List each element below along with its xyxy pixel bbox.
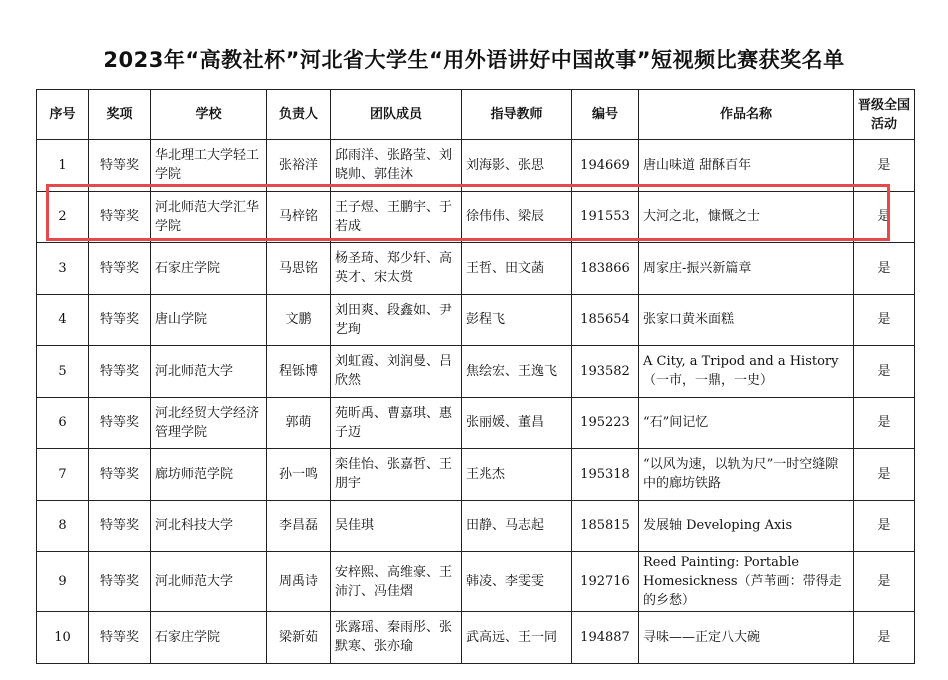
cell-leader: 周禹诗	[267, 552, 331, 612]
page-title: 2023年“高教社杯”河北省大学生“用外语讲好中国故事”短视频比赛获奖名单	[103, 48, 845, 72]
cell-school: 华北理工大学轻工学院	[151, 140, 267, 192]
cell-id: 192716	[572, 552, 639, 612]
cell-award: 特等奖	[89, 612, 151, 664]
cell-advisor: 武高远、王一同	[462, 612, 572, 664]
table-row	[37, 346, 915, 398]
cell-work: “以风为速，以轨为尺”一时空缝隙中的廊坊铁路	[639, 449, 854, 501]
cell-id: 183866	[572, 243, 639, 295]
cell-school: 廊坊师范学院	[151, 449, 267, 501]
cell-members: 栾佳怡、张嘉哲、王朋宇	[331, 449, 462, 501]
cell-leader: 程铄博	[267, 346, 331, 398]
cell-leader: 郭萌	[267, 397, 331, 449]
header-id: 编号	[572, 90, 639, 140]
header-advisor: 指导教师	[462, 90, 572, 140]
cell-no: 3	[37, 243, 89, 295]
cell-award: 特等奖	[89, 346, 151, 398]
cell-school: 河北师范大学	[151, 346, 267, 398]
cell-advance: 是	[854, 243, 915, 295]
cell-id: 195223	[572, 397, 639, 449]
cell-school: 河北经贸大学经济管理学院	[151, 397, 267, 449]
cell-leader: 李昌磊	[267, 500, 331, 552]
header-work: 作品名称	[639, 90, 854, 140]
cell-advisor: 田静、马志起	[462, 500, 572, 552]
cell-members: 安梓熙、高维豪、王沛汀、冯佳熠	[331, 552, 462, 612]
cell-advance: 是	[854, 500, 915, 552]
cell-id: 191553	[572, 191, 639, 243]
cell-members: 刘田爽、段鑫如、尹艺珣	[331, 294, 462, 346]
cell-advisor: 王哲、田文菡	[462, 243, 572, 295]
cell-id: 193582	[572, 346, 639, 398]
cell-no: 6	[37, 397, 89, 449]
cell-work: 周家庄-振兴新篇章	[639, 243, 854, 295]
header-row	[37, 90, 915, 140]
cell-advance: 是	[854, 346, 915, 398]
cell-advance: 是	[854, 449, 915, 501]
cell-leader: 马梓铭	[267, 191, 331, 243]
cell-id: 195318	[572, 449, 639, 501]
header-award: 奖项	[89, 90, 151, 140]
header-school: 学校	[151, 90, 267, 140]
table-row	[37, 294, 915, 346]
header-leader: 负责人	[267, 90, 331, 140]
cell-school: 河北师范大学汇华学院	[151, 191, 267, 243]
cell-advance: 是	[854, 140, 915, 192]
cell-advisor: 徐伟伟、梁辰	[462, 191, 572, 243]
cell-school: 河北师范大学	[151, 552, 267, 612]
cell-no: 1	[37, 140, 89, 192]
cell-id: 185654	[572, 294, 639, 346]
cell-advance: 是	[854, 552, 915, 612]
cell-advance: 是	[854, 294, 915, 346]
cell-advisor: 焦绘宏、王逸飞	[462, 346, 572, 398]
cell-leader: 梁新茹	[267, 612, 331, 664]
cell-members: 王子煜、王鹏宇、于若成	[331, 191, 462, 243]
cell-advisor: 刘海影、张思	[462, 140, 572, 192]
cell-advance: 是	[854, 397, 915, 449]
table-row	[37, 449, 915, 501]
cell-advisor: 张丽媛、董昌	[462, 397, 572, 449]
cell-id: 194669	[572, 140, 639, 192]
cell-school: 石家庄学院	[151, 243, 267, 295]
cell-leader: 文鹏	[267, 294, 331, 346]
header-no: 序号	[37, 90, 89, 140]
table-row	[37, 191, 915, 243]
cell-no: 5	[37, 346, 89, 398]
cell-advisor: 王兆杰	[462, 449, 572, 501]
cell-award: 特等奖	[89, 191, 151, 243]
awards-table	[36, 89, 915, 664]
cell-id: 194887	[572, 612, 639, 664]
cell-award: 特等奖	[89, 397, 151, 449]
cell-award: 特等奖	[89, 140, 151, 192]
cell-work: 寻味——正定八大碗	[639, 612, 854, 664]
cell-no: 4	[37, 294, 89, 346]
cell-school: 唐山学院	[151, 294, 267, 346]
cell-award: 特等奖	[89, 500, 151, 552]
cell-leader: 马思铭	[267, 243, 331, 295]
cell-members: 杨圣琦、郑少轩、高英才、宋太赏	[331, 243, 462, 295]
table-row	[37, 500, 915, 552]
cell-leader: 孙一鸣	[267, 449, 331, 501]
cell-school: 河北科技大学	[151, 500, 267, 552]
cell-award: 特等奖	[89, 552, 151, 612]
cell-members: 刘虹霞、刘润曼、吕欣然	[331, 346, 462, 398]
cell-work: 大河之北，慷慨之士	[639, 191, 854, 243]
cell-no: 2	[37, 191, 89, 243]
cell-award: 特等奖	[89, 243, 151, 295]
cell-no: 8	[37, 500, 89, 552]
table-row	[37, 243, 915, 295]
cell-leader: 张裕洋	[267, 140, 331, 192]
cell-id: 185815	[572, 500, 639, 552]
cell-school: 石家庄学院	[151, 612, 267, 664]
cell-members: 吴佳琪	[331, 500, 462, 552]
header-advance: 晋级全国活动	[854, 90, 915, 140]
cell-advisor: 韩凌、李雯雯	[462, 552, 572, 612]
table-row	[37, 397, 915, 449]
cell-work: 发展轴 Developing Axis	[639, 500, 854, 552]
cell-no: 9	[37, 552, 89, 612]
cell-award: 特等奖	[89, 449, 151, 501]
cell-members: 邱雨洋、张路莹、刘晓帅、郭佳沐	[331, 140, 462, 192]
table-row	[37, 612, 915, 664]
cell-advance: 是	[854, 191, 915, 243]
cell-work: 张家口黄米面糕	[639, 294, 854, 346]
cell-work: Reed Painting: Portable Homesickness（芦苇画：带得走的乡愁）	[639, 552, 854, 612]
cell-work: “石”间记忆	[639, 397, 854, 449]
table-row	[37, 140, 915, 192]
cell-advisor: 彭程飞	[462, 294, 572, 346]
cell-no: 10	[37, 612, 89, 664]
cell-award: 特等奖	[89, 294, 151, 346]
cell-work: 唐山味道 甜酥百年	[639, 140, 854, 192]
cell-no: 7	[37, 449, 89, 501]
cell-advance: 是	[854, 612, 915, 664]
header-members: 团队成员	[331, 90, 462, 140]
cell-members: 张露瑶、秦雨彤、张默寒、张亦瑜	[331, 612, 462, 664]
cell-members: 苑昕禹、曹嘉琪、惠子迈	[331, 397, 462, 449]
table-row	[37, 552, 915, 612]
cell-work: A City, a Tripod and a History（一市，一鼎，一史）	[639, 346, 854, 398]
